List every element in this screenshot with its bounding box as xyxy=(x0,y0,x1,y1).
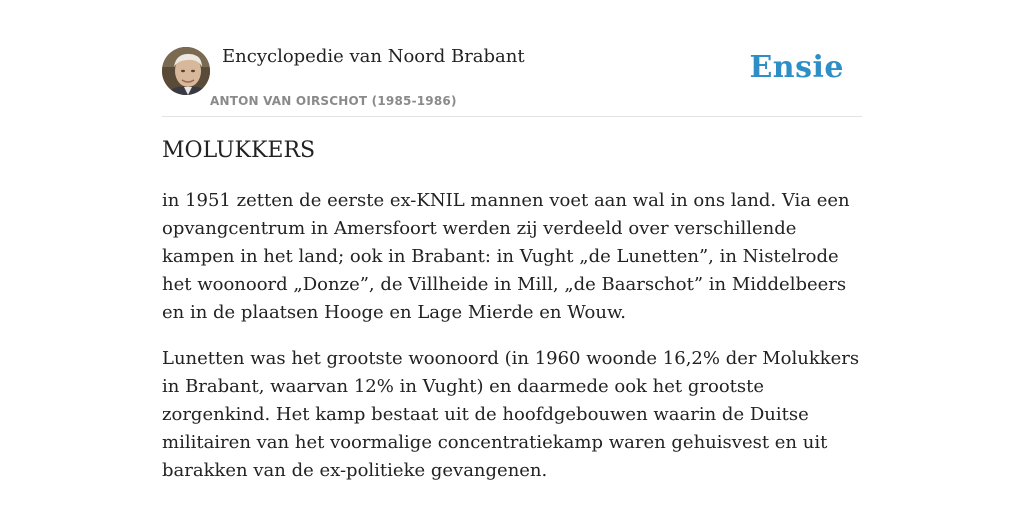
article-title: MOLUKKERS xyxy=(162,138,316,163)
header xyxy=(162,0,862,117)
article-paragraph: Lunetten was het grootste woonoord (in 1960 woonde 16,2% der Molukkers in Brabant, waarvan 12% in Vught) en daarmede ook het grootste zorgenkind. Het kamp bestaat uit de hoofdgebouwen waarin de Duitse militairen van het voormalige concentratiekamp waren gehuisvest en uit barakken van de ex-politieke gevangenen. xyxy=(162,348,860,481)
author-portrait-icon xyxy=(162,47,210,95)
author-avatar[interactable] xyxy=(162,47,210,95)
author-name[interactable]: ANTON VAN OIRSCHOT (1985-1986) xyxy=(210,94,457,108)
book-title[interactable]: Encyclopedie van Noord Brabant xyxy=(222,46,525,67)
ensie-logo[interactable]: Ensie xyxy=(749,50,844,85)
article-paragraph: in 1951 zetten de eerste ex-KNIL mannen voet aan wal in ons land. Via een opvangcentrum in Amersfoort werden zij verdeeld over verschillende kampen in het land; ook in Brabant: in Vught „de Lunetten”, in Nistelrode het woonoord „Donze”, de Villheide in Mill, „de Baarschot” in Middelbeers en in de plaatsen Hooge en Lage Mierde en Wouw. xyxy=(162,190,850,323)
article xyxy=(162,138,862,503)
